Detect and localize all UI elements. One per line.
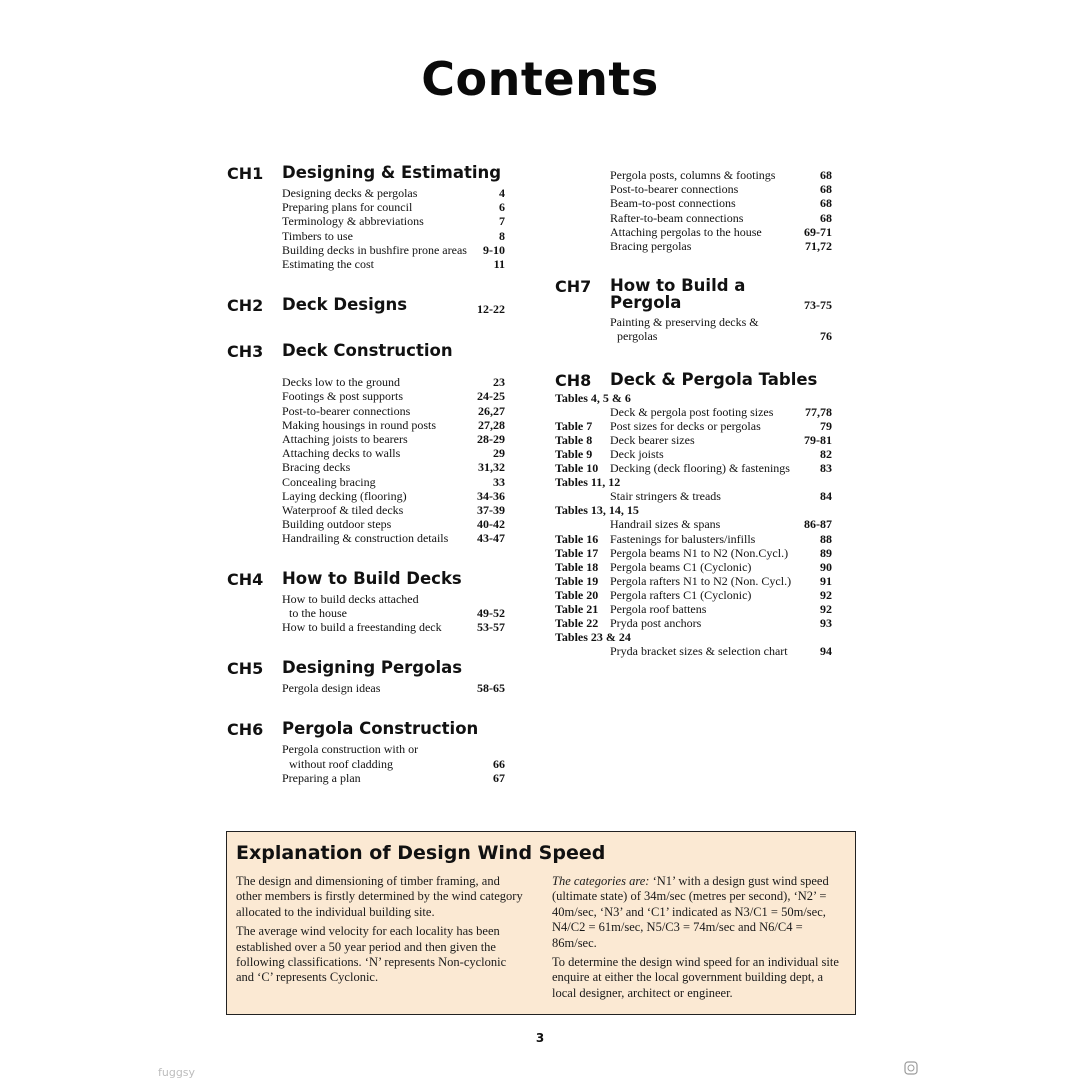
entry-page: 27,28 xyxy=(478,417,505,432)
table-page: 91 xyxy=(820,573,832,588)
toc-entry xyxy=(282,200,505,214)
entry-page: 68 xyxy=(820,168,832,182)
chapter-title-line: How to Build a xyxy=(610,276,746,296)
entry-page: 76 xyxy=(820,329,832,344)
chapter-number: CH7 xyxy=(555,277,592,297)
entry-text: How to build decks attached xyxy=(282,591,419,606)
table-row xyxy=(555,546,832,560)
wind-paragraph: The average wind velocity for each locality has been established over a 50 year period and then given the following classifications. ‘N’ represents Non-cyclonic and ‘C’ represents Cyclonic. xyxy=(236,924,507,985)
toc-right-column xyxy=(555,168,832,658)
chapter-ch2 xyxy=(227,296,505,317)
entry-page: 53-57 xyxy=(477,620,505,635)
entry-page: 28-29 xyxy=(477,432,505,447)
chapter-title: Deck & Pergola Tables xyxy=(610,369,818,389)
chapter-title: Deck Construction xyxy=(282,341,453,361)
chapter-ch1 xyxy=(227,164,505,185)
wind-box-title: Explanation of Design Wind Speed xyxy=(236,842,606,864)
entry-text: Bracing pergolas xyxy=(610,239,692,254)
table-row xyxy=(555,433,832,447)
table-text: Deck & pergola post footing sizes xyxy=(610,404,774,419)
table-text: Pryda post anchors xyxy=(610,616,702,631)
table-page: 82 xyxy=(820,447,832,461)
entry-text: Pergola design ideas xyxy=(282,681,381,696)
entry-page: 8 xyxy=(499,228,505,243)
entry-page: 9-10 xyxy=(483,242,505,257)
entry-page: 37-39 xyxy=(477,503,505,518)
entry-text: Preparing a plan xyxy=(282,770,361,785)
page-title: Contents xyxy=(421,52,659,106)
toc-entry xyxy=(282,742,505,770)
table-group-label: Tables 4, 5 & 6 xyxy=(555,390,631,405)
table-text: Deck bearer sizes xyxy=(610,432,695,447)
table-row xyxy=(555,419,832,433)
chapter-entries xyxy=(282,375,505,545)
chapter-entries xyxy=(282,681,505,695)
table-page: 89 xyxy=(820,545,832,560)
entry-text: Attaching pergolas to the house xyxy=(610,224,762,239)
table-row xyxy=(555,405,832,419)
table-label: Table 10 xyxy=(555,461,599,476)
entry-text: Building decks in bushfire prone areas xyxy=(282,242,467,257)
table-text: Pergola beams C1 (Cyclonic) xyxy=(610,559,752,574)
table-text: Pryda bracket sizes & selection chart xyxy=(610,644,788,659)
toc-entry xyxy=(282,243,505,257)
entry-page: 34-36 xyxy=(477,488,505,503)
entry-text: Making housings in round posts xyxy=(282,417,437,432)
chapter-number: CH8 xyxy=(555,370,592,390)
entry-text: Waterproof & tiled decks xyxy=(282,503,404,518)
wind-text: ‘N1’ with a design gust wind speed (ultimate state) of 34m/sec (metres per second), ‘N2’ = 40m/sec, ‘N3’ and ‘C1’ indicated as N3/C1 = 50m/sec, N4/C2 = 61m/sec, N5/C3 = 74m/sec and N6/C4 = 86m/sec. xyxy=(552,874,829,950)
chapter-number: CH1 xyxy=(227,164,264,183)
chapter-page: 12-22 xyxy=(477,302,505,317)
toc-entry xyxy=(282,681,505,695)
chapter-ch8 xyxy=(555,371,832,391)
entry-page: 7 xyxy=(499,214,505,229)
entry-text: Painting & preserving decks & xyxy=(610,315,759,330)
table-text: Pergola rafters N1 to N2 (Non. Cycl.) xyxy=(610,573,792,588)
table-page: 79-81 xyxy=(804,432,832,447)
entry-page: 66 xyxy=(493,756,505,771)
toc-entry xyxy=(282,257,505,271)
entry-page: 69-71 xyxy=(804,224,832,239)
chapter-number: CH2 xyxy=(227,296,264,316)
table-page: 83 xyxy=(820,461,832,476)
toc-entry xyxy=(282,214,505,228)
chapter-title: Pergola Construction xyxy=(282,719,479,739)
entry-text: Bracing decks xyxy=(282,460,351,475)
table-text: Fastenings for balusters/infills xyxy=(610,531,756,546)
toc-entry xyxy=(282,404,505,418)
toc-entry xyxy=(282,620,505,634)
chapter-entries xyxy=(282,592,505,635)
chapter-ch5 xyxy=(227,659,505,680)
entry-text: Terminology & abbreviations xyxy=(282,214,424,229)
page-number: 3 xyxy=(535,1031,545,1045)
entry-page: 58-65 xyxy=(477,681,505,696)
toc-entry xyxy=(282,489,505,503)
table-row xyxy=(555,447,832,461)
entry-text: Laying decking (flooring) xyxy=(282,488,407,503)
entry-page: 68 xyxy=(820,196,832,211)
toc-entry xyxy=(282,375,505,389)
toc-entry xyxy=(282,517,505,531)
toc-entry xyxy=(282,389,505,403)
table-label: Table 16 xyxy=(555,531,599,546)
watermark-text: fuggsy xyxy=(158,1066,196,1079)
wind-paragraph xyxy=(552,874,850,951)
table-text: Pergola beams N1 to N2 (Non.Cycl.) xyxy=(610,545,789,560)
toc-entry xyxy=(610,168,832,182)
toc-entry xyxy=(282,592,505,620)
entry-text-continued: to the house xyxy=(289,605,347,620)
table-row xyxy=(555,574,832,588)
table-page: 90 xyxy=(820,559,832,574)
entry-page: 29 xyxy=(493,446,505,461)
toc-entry xyxy=(282,503,505,517)
table-text: Handrail sizes & spans xyxy=(610,517,721,532)
toc-entry xyxy=(610,211,832,225)
table-page: 94 xyxy=(820,644,832,659)
table-row xyxy=(555,616,832,630)
table-group-label: Tables 23 & 24 xyxy=(555,630,631,645)
entry-text-continued: without roof cladding xyxy=(289,756,393,771)
entry-page: 26,27 xyxy=(478,403,505,418)
chapter-ch4 xyxy=(227,570,505,591)
entry-text: Beam-to-post connections xyxy=(610,196,736,211)
toc-entry xyxy=(282,771,505,785)
entry-page: 31,32 xyxy=(478,460,505,475)
table-label: Table 21 xyxy=(555,602,599,617)
toc-entry xyxy=(610,315,832,343)
table-text: Post sizes for decks or pergolas xyxy=(610,418,761,433)
table-text: Pergola rafters C1 (Cyclonic) xyxy=(610,587,752,602)
entry-page: 49-52 xyxy=(477,605,505,620)
entry-text: Footings & post supports xyxy=(282,389,404,404)
entry-text: Timbers to use xyxy=(282,228,353,243)
chapter-ch6 xyxy=(227,720,505,741)
table-text: Decking (deck flooring) & fastenings xyxy=(610,461,790,476)
wind-paragraph: The design and dimensioning of timber framing, and other members is firstly determined by the wind category allocated to the individual building site. xyxy=(236,874,523,919)
toc-entry xyxy=(282,432,505,446)
entry-page: 68 xyxy=(820,210,832,225)
ch8-table-list xyxy=(555,391,832,659)
entry-page: 6 xyxy=(499,200,505,215)
chapter-number: CH5 xyxy=(227,659,264,679)
table-row xyxy=(555,560,832,574)
table-label: Table 18 xyxy=(555,559,599,574)
entry-page: 68 xyxy=(820,182,832,197)
table-page: 93 xyxy=(820,616,832,631)
table-row xyxy=(555,461,832,475)
entry-page: 4 xyxy=(499,186,505,200)
table-group-label: Tables 13, 14, 15 xyxy=(555,503,639,518)
toc-entry xyxy=(282,446,505,460)
wind-left-column xyxy=(236,874,526,990)
table-text: Stair stringers & treads xyxy=(610,489,721,504)
wind-speed-box xyxy=(226,831,856,1015)
table-row xyxy=(555,532,832,546)
table-label: Table 17 xyxy=(555,545,599,560)
toc-entry xyxy=(282,460,505,474)
table-row xyxy=(555,489,832,503)
chapter-ch3 xyxy=(227,342,505,363)
entry-text: Preparing plans for council xyxy=(282,200,413,215)
chapter-number: CH6 xyxy=(227,720,264,740)
chapter-ch7 xyxy=(555,277,832,315)
table-row xyxy=(555,602,832,616)
ch6-continued-list xyxy=(610,168,832,253)
entry-text-continued: pergolas xyxy=(617,329,658,344)
chapter-entries xyxy=(282,742,505,785)
toc-entry xyxy=(282,418,505,432)
entry-page: 67 xyxy=(493,770,505,785)
chapter-number: CH4 xyxy=(227,569,264,589)
table-label: Table 9 xyxy=(555,447,593,461)
entry-page: 40-42 xyxy=(477,517,505,532)
ch7-entries xyxy=(610,315,832,343)
entry-text: Handrailing & construction details xyxy=(282,531,449,546)
table-label: Table 8 xyxy=(555,432,593,447)
toc-entry xyxy=(610,182,832,196)
toc-entry xyxy=(282,475,505,489)
toc-entry xyxy=(610,225,832,239)
toc-left-column xyxy=(227,164,505,785)
entry-page: 11 xyxy=(493,257,505,272)
entry-page: 71,72 xyxy=(805,239,832,254)
table-row xyxy=(555,517,832,531)
entry-text: Pergola construction with or xyxy=(282,742,419,757)
chapter-title: Designing & Estimating xyxy=(282,163,502,182)
chapter-title: How to Build Decks xyxy=(282,568,462,588)
wind-italic-lead: The categories are: xyxy=(552,874,650,888)
chapter-entries xyxy=(282,186,505,271)
chapter-page: 73-75 xyxy=(804,298,832,313)
entry-page: 24-25 xyxy=(477,389,505,404)
table-label: Table 19 xyxy=(555,573,599,588)
entry-text: Estimating the cost xyxy=(282,257,374,272)
table-text: Deck joists xyxy=(610,447,664,461)
entry-page: 43-47 xyxy=(477,531,505,546)
toc-entry xyxy=(282,229,505,243)
toc-entry xyxy=(282,186,505,200)
toc-entry xyxy=(610,239,832,253)
table-page: 88 xyxy=(820,531,832,546)
table-group-label: Tables 11, 12 xyxy=(555,475,621,490)
entry-text: Attaching decks to walls xyxy=(282,446,401,461)
table-page: 79 xyxy=(820,418,832,433)
entry-text: Concealing bracing xyxy=(282,474,376,489)
entry-text: Building outdoor steps xyxy=(282,517,392,532)
table-label: Table 7 xyxy=(555,418,593,433)
entry-text: Rafter-to-beam connections xyxy=(610,210,744,225)
entry-text: Pergola posts, columns & footings xyxy=(610,168,776,182)
table-label: Table 20 xyxy=(555,587,599,602)
entry-text: Post-to-bearer connections xyxy=(610,182,739,197)
chapter-title: Deck Designs xyxy=(282,295,408,315)
table-page: 86-87 xyxy=(804,517,832,532)
entry-text: Designing decks & pergolas xyxy=(282,186,418,200)
entry-text: Decks low to the ground xyxy=(282,375,400,390)
entry-text: Post-to-bearer connections xyxy=(282,403,411,418)
wind-paragraph: To determine the design wind speed for an individual site enquire at either the local government building dept, a local designer, architect or engineer. xyxy=(552,955,839,1000)
toc-entry xyxy=(282,531,505,545)
table-text: Pergola roof battens xyxy=(610,602,707,617)
entry-text: Attaching joists to bearers xyxy=(282,432,408,447)
chapter-title: Designing Pergolas xyxy=(282,658,463,678)
toc-entry xyxy=(610,196,832,210)
entry-page: 23 xyxy=(493,375,505,390)
wind-right-column xyxy=(552,874,850,1005)
chapter-number: CH3 xyxy=(227,342,264,362)
table-row xyxy=(555,644,832,658)
entry-page: 33 xyxy=(493,474,505,489)
table-page: 77,78 xyxy=(805,404,832,419)
table-page: 84 xyxy=(820,489,832,504)
table-label: Table 22 xyxy=(555,616,599,631)
table-page: 92 xyxy=(820,587,832,602)
table-page: 92 xyxy=(820,602,832,617)
table-row xyxy=(555,588,832,602)
stamp-icon xyxy=(903,1060,919,1076)
entry-text: How to build a freestanding deck xyxy=(282,620,442,635)
chapter-title-line: Pergola xyxy=(610,293,682,313)
